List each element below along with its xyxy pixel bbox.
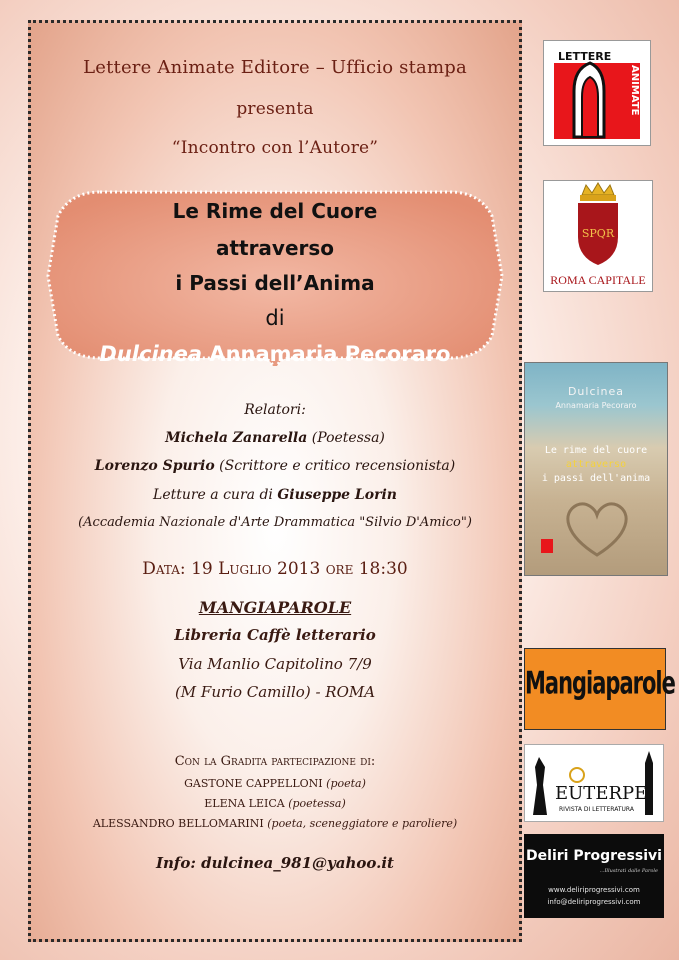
venue-area: (M Furio Camillo) - ROMA [174,683,376,701]
deliri-tagline: ...Illustrati dalle Parole [599,868,658,874]
mangiaparole-text: Mangiaparole [525,665,675,701]
mangiaparole-logo [524,648,675,730]
title-author [40,342,510,366]
book-title-2: attraverso [565,459,627,470]
info-line [28,854,522,872]
lettere-animate-logo [543,40,651,146]
euterpe-logo [524,744,664,822]
title-line-2: attraverso [215,236,335,260]
author-pen-name: Dulcinea [99,342,203,366]
presents-line: presenta [236,99,314,119]
title-by: di [265,306,285,330]
participant-2 [28,797,522,810]
deliri-progressivi-logo [524,834,664,918]
academy-line: (Accademia Nazionale d'Arte Drammatica "Silvio D'Amico") [78,515,472,530]
participant-2-role: (poetessa) [284,797,346,810]
title-line-3: i Passi dell’Anima [175,271,375,295]
euterpe-icon [525,745,663,821]
readings [28,487,522,503]
euterpe-sub-text: RIVISTA DI LETTERATURA [559,806,634,813]
readings-label: Letture a cura di [153,487,278,503]
publisher-mark-icon [541,539,553,553]
date-label: Data: [142,559,192,579]
title-line-1: Le Rime del Cuore [172,199,378,223]
participation-heading: Con la Gradita partecipazione di: [174,754,376,769]
venue-name: MANGIAPAROLE [198,598,352,617]
participant-3-role: (poeta, sceneggiatore e paroliere) [263,817,458,830]
speaker-2 [28,458,522,474]
lettere-animate-icon [544,41,650,145]
readings-name: Giuseppe Lorin [277,487,397,503]
author-real-name: Annamaria Pecoraro [202,342,451,366]
deliri-email[interactable]: info@deliriprogressivi.com [547,898,641,906]
book-title-3: i passi dell'anima [541,473,651,484]
speakers-heading: Relatori: [244,402,306,418]
speaker-1 [28,430,522,446]
participant-2-name: ELENA LEICA [204,797,285,810]
publisher-line: Lettere Animate Editore – Ufficio stampa [83,57,467,78]
book-author: Dulcinea [567,385,625,398]
info-label: Info: [156,854,202,872]
date-line [28,559,522,579]
deliri-url[interactable]: www.deliriprogressivi.com [548,886,640,894]
roma-capitale-logo [543,180,653,292]
participant-1-name: GASTONE CAPPELLONI [184,777,323,790]
participant-3 [28,817,522,830]
venue-street: Via Manlio Capitolino 7/9 [178,655,372,673]
book-cover [524,362,668,576]
heart-sand-icon [555,493,639,563]
date-value: 19 Luglio 2013 ore 18:30 [191,559,408,579]
book-title-1: Le rime del cuore [544,445,648,456]
lettere-top-text: LETTERE [558,50,612,63]
book-subauthor: Annamaria Pecoraro [555,401,637,410]
participant-3-name: ALESSANDRO BELLOMARINI [92,817,264,830]
deliri-title: Deliri Progressivi [526,848,662,864]
venue-type: Libreria Caffè letterario [174,626,376,644]
roma-caption: ROMA CAPITALE [550,273,646,287]
speaker-2-name: Lorenzo Spurio [94,458,215,474]
lettere-side-text: ANIMATE [629,65,640,116]
info-email[interactable]: dulcinea_981@yahoo.it [201,854,394,872]
speaker-1-role: (Poetessa) [307,430,385,446]
participant-1-role: (poeta) [322,777,366,790]
euterpe-text: EUTERPE [555,783,648,804]
roma-spqr-text: SPQR [581,227,615,240]
participant-1 [28,777,522,790]
event-line: “Incontro con l’Autore” [171,138,379,158]
speaker-1-name: Michela Zanarella [165,430,308,446]
speaker-2-role: (Scrittore e critico recensionista) [214,458,456,474]
